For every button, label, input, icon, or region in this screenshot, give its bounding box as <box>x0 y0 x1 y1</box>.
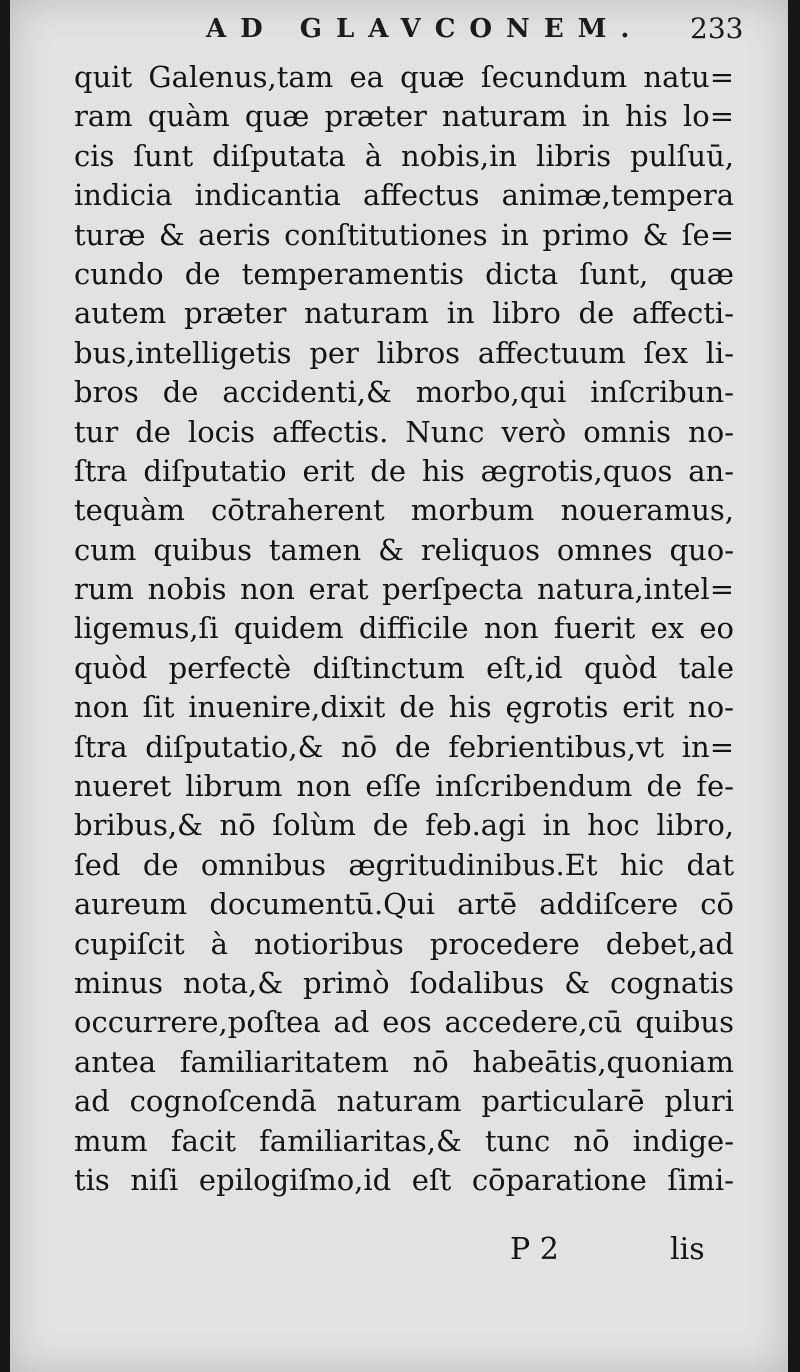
signature-mark: P 2 <box>510 1232 559 1267</box>
text-line: mum facit familiaritas,& tunc nō indige- <box>74 1123 734 1158</box>
text-line: ſed de omnibus ægritudinibus.Et hic dat <box>74 847 734 882</box>
text-line: rum nobis non erat perſpecta natura,intel= <box>74 572 734 607</box>
text-line: ram quàm quæ præter naturam in his lo= <box>74 99 734 134</box>
book-page <box>10 0 788 1372</box>
text-line: quòd perfectè diſtinctum eſt,id quòd tale <box>74 650 734 685</box>
text-line: minus nota,& primò ſodalibus & cognatis <box>74 965 734 1000</box>
text-line: ligemus,ſi quidem difficile non fuerit ex eo <box>74 611 734 646</box>
page-footer <box>10 1232 788 1278</box>
text-line: turæ & aeris conſtitutiones in primo & ſe= <box>74 217 734 252</box>
text-line: occurrere,poſtea ad eos accedere,cū quibus <box>74 1005 734 1040</box>
text-line: tis niſi epilogiſmo,id eſt cōparatione ſimi- <box>74 1162 734 1197</box>
text-line: autem præter naturam in libro de affecti- <box>74 296 734 331</box>
text-line: bribus,& nō ſolùm de feb.agi in hoc libro, <box>74 808 734 843</box>
text-line: cis ſunt diſputata à nobis,in libris pulſuū, <box>74 138 734 173</box>
text-line: cupiſcit à notioribus procedere debet,ad <box>74 926 734 961</box>
text-line: antea familiaritatem nō habeātis,quoniam <box>74 1044 734 1079</box>
text-block <box>74 58 734 1200</box>
catchword: lis <box>670 1232 705 1267</box>
text-line: indicia indicantia affectus animæ,tempera <box>74 178 734 213</box>
text-line: ad cognoſcendā naturam particularē pluri <box>74 1084 734 1119</box>
text-line: non ſit inuenire,dixit de his ęgrotis erit no- <box>74 690 734 725</box>
text-line: tur de locis affectis. Nunc verò omnis no- <box>74 414 734 449</box>
running-head: AD GLAVCONEM. <box>206 14 644 44</box>
text-line: cum quibus tamen & reliquos omnes quo- <box>74 532 734 567</box>
page-number: 233 <box>690 12 744 45</box>
text-line: bus,intelligetis per libros affectuum ſex li- <box>74 335 734 370</box>
text-line: nueret librum non eſſe inſcribendum de fe- <box>74 769 734 804</box>
text-line: cundo de temperamentis dicta ſunt, quæ <box>74 256 734 291</box>
text-line: tequàm cōtraherent morbum noueramus, <box>74 493 734 528</box>
text-line: ſtra diſputatio erit de his ægrotis,quos an- <box>74 453 734 488</box>
page-header <box>10 8 788 54</box>
text-line: ſtra diſputatio,& nō de febrientibus,vt in= <box>74 729 734 764</box>
text-line: aureum documentū.Qui artē addiſcere cō <box>74 887 734 922</box>
text-line: bros de accidenti,& morbo,qui inſcribun- <box>74 375 734 410</box>
text-line: quit Galenus,tam ea quæ ſecundum natu= <box>74 60 734 94</box>
